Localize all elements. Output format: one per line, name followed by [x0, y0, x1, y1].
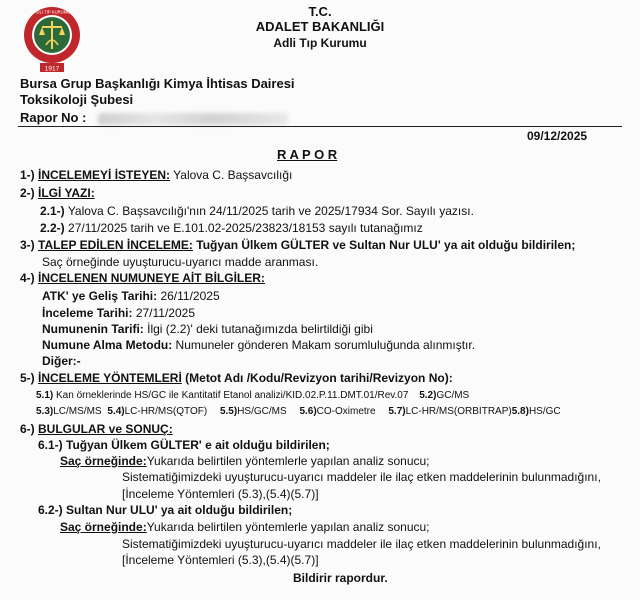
- section-4-row-sampling: Numune Alma Metodu: Numuneler gönderen Makam sorumluluğunda alınmıştır.: [42, 338, 476, 352]
- section-3-value: Tuğyan Ülkem GÜLTER ve Sultan Nur ULU' ya ait olduğu bildirilen;: [192, 238, 576, 252]
- office-line-2: Toksikoloji Şubesi: [20, 92, 134, 107]
- closing-statement: Bildirir rapordur.: [293, 571, 388, 585]
- redacted-report-number: [98, 113, 288, 125]
- report-no-row: [20, 110, 288, 125]
- section-3-label: TALEP EDİLEN İNCELEME:: [38, 238, 193, 252]
- section-5-sub: (Metot Adı /Kodu/Revizyon tarihi/Revizyon No):: [181, 371, 453, 385]
- finding-6-1-line-2: Sistematiğimizdeki uyuşturucu-uyarıcı maddeler ile ilaç etken maddelerinin bulunmadığını,: [122, 470, 601, 484]
- section-1-label: İNCELEMEYİ İSTEYEN:: [38, 168, 171, 182]
- section-4-row-inspection: İnceleme Tarihi: 27/11/2025: [42, 306, 195, 320]
- section-6: 6-) BULGULAR ve SONUÇ:: [20, 422, 173, 436]
- report-date: 09/12/2025: [527, 129, 588, 143]
- section-4-row-description: Numunenin Tarifi: İlgi (2.2)' deki tutanağımızda belirtildiği gibi: [42, 322, 373, 336]
- divider: [18, 126, 622, 127]
- section-5-label: İNCELEME YÖNTEMLERİ: [38, 371, 182, 385]
- seal-year: 1917: [44, 65, 60, 73]
- header-line-institution: Adli Tıp Kurumu: [273, 36, 367, 50]
- finding-6-1-line-1: Saç örneğinde:Yukarıda belirtilen yöntemlerle yapılan analiz sonucu;: [60, 454, 430, 468]
- section-4: 4-) İNCELENEN NUMUNEYE AİT BİLGİLER:: [20, 271, 265, 285]
- finding-6-2-line-2: Sistematiğimizdeki uyuşturucu-uyarıcı maddeler ile ilaç etken maddelerinin bulunmadığını,: [122, 537, 601, 551]
- report-no-label: Rapor No :: [20, 110, 87, 125]
- section-2-item-1: 2.1-) Yalova C. Başsavcılığı'nın 24/11/2025 tarih ve 2025/17934 Sor. Sayılı yazısı.: [40, 204, 474, 218]
- seal-top-text: ADLİ TIP KURUMU: [33, 9, 71, 15]
- office-line-1: Bursa Grup Başkanlığı Kimya İhtisas Dairesi: [20, 76, 295, 91]
- section-2: 2-) İLGİ YAZI:: [20, 186, 95, 200]
- finding-6-1-line-3: [İnceleme Yöntemleri (5.3),(5.4)(5.7)]: [122, 487, 319, 501]
- header-line-ministry: ADALET BAKANLIĞI: [255, 19, 385, 34]
- section-3: 3-) TALEP EDİLEN İNCELEME: Tuğyan Ülkem GÜLTER ve Sultan Nur ULU' ya ait olduğu bildirilen;: [20, 238, 576, 252]
- section-4-label: İNCELENEN NUMUNEYE AİT BİLGİLER:: [38, 271, 265, 285]
- section-5: 5-) İNCELEME YÖNTEMLERİ (Metot Adı /Kodu/Revizyon tarihi/Revizyon No):: [20, 371, 453, 385]
- header-line-tc: T.C.: [308, 4, 332, 19]
- finding-6-2-line-1: Saç örneğinde:Yukarıda belirtilen yöntemlerle yapılan analiz sonucu;: [60, 520, 430, 534]
- section-5-methods-line-1: 5.1) Kan örneklerinde HS/GC ile Kantitatif Etanol analizi/KID.02.P.11.DMT.01/Rev.07 5.2)GC/MS: [36, 390, 470, 401]
- section-4-row-arrival: ATK' ye Geliş Tarihi: 26/11/2025: [42, 289, 220, 303]
- section-1-value: Yalova C. Başsavcılığı: [170, 168, 293, 182]
- section-5-methods-line-2: 5.3)LC/MS/MS 5.4)LC-HR/MS(QTOF) 5.5)HS/GC/MS 5.6)CO-Oximetre 5.7)LC-HR/MS(ORBITRAP)5.8)HS/GC: [36, 406, 561, 417]
- finding-6-1-header: 6.1-) Tuğyan Ülkem GÜLTER' e ait olduğu bildirilen;: [38, 438, 330, 452]
- section-2-item-2: 2.2-) 27/11/2025 tarih ve E.101.02-2025/23823/18153 sayılı tutanağımız: [40, 221, 423, 235]
- section-4-row-other: Diğer:-: [42, 354, 81, 368]
- report-title: R A P O R: [277, 147, 338, 162]
- section-1: 1-) İNCELEMEYİ İSTEYEN: Yalova C. Başsavcılığı: [20, 168, 293, 182]
- finding-6-2-line-3: [İnceleme Yöntemleri (5.3),(5.4)(5.7)]: [122, 553, 319, 567]
- section-2-label: İLGİ YAZI:: [38, 186, 95, 200]
- finding-6-2-header: 6.2-) Sultan Nur ULU' ya ait olduğu bildirilen;: [38, 503, 293, 517]
- section-3-line-2: Saç örneğinde uyuşturucu-uyarıcı madde aranması.: [42, 255, 319, 269]
- section-6-label: BULGULAR ve SONUÇ:: [38, 422, 173, 436]
